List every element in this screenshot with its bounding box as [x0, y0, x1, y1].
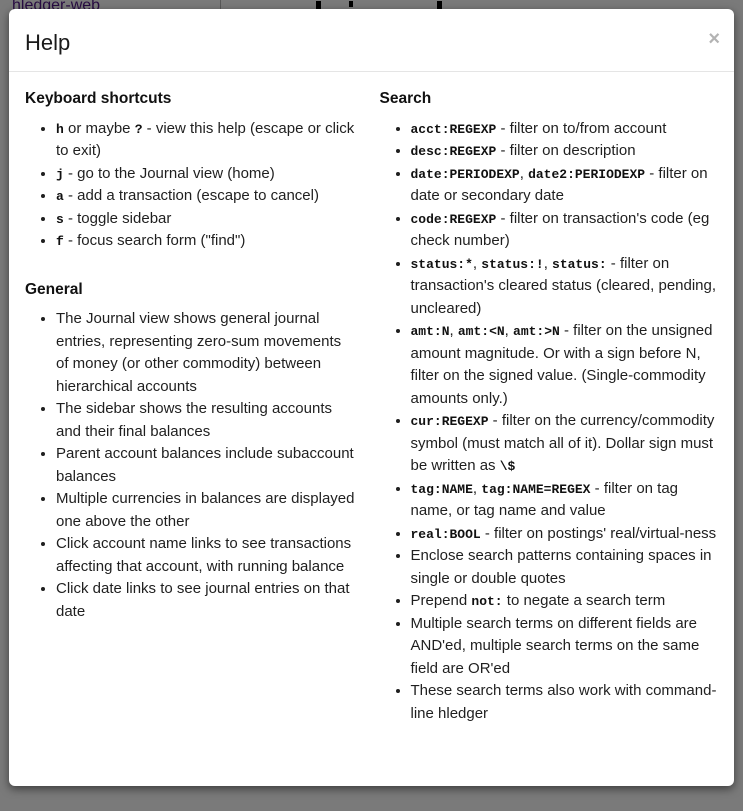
code-term: a	[56, 189, 64, 205]
code-term: desc:REGEXP	[410, 144, 497, 160]
list-item: • date:PERIODEXP, date2:PERIODEXP - filter on date or secondary date	[411, 163, 719, 208]
code-term: ?	[134, 121, 143, 137]
list-item: • Enclose search patterns containing spaces in single or double quotes	[411, 545, 719, 590]
list-item: • Multiple currencies in balances are displayed one above the other	[56, 488, 356, 533]
list-item: • tag:NAME, tag:NAME=REGEX - filter on tag name, or tag name and value	[411, 478, 719, 523]
list-item: • The Journal view shows general journal entries, representing zero-sum movements of money (or other commodity) between hierarchical accounts	[56, 308, 356, 398]
code-term: tag:NAME	[410, 481, 473, 497]
list-item: • status:*, status:!, status: - filter on transaction's cleared status (cleared, pending, uncleared)	[411, 253, 719, 321]
list-item: • a - add a transaction (escape to cancel)	[56, 185, 356, 208]
list-item: • real:BOOL - filter on postings' real/virtual-ness	[411, 523, 719, 546]
list-item: • Prepend not: to negate a search term	[411, 590, 719, 613]
help-column-right	[372, 88, 719, 725]
code-term: j	[56, 166, 64, 182]
list-item: • Parent account balances include subaccount balances	[56, 443, 356, 488]
code-term: not:	[471, 594, 503, 610]
list-item: • desc:REGEXP - filter on description	[411, 140, 719, 163]
code-term: cur:REGEXP	[410, 414, 489, 430]
help-list	[380, 118, 719, 726]
list-item: • code:REGEXP - filter on transaction's code (eg check number)	[411, 208, 719, 253]
code-term: f	[56, 234, 64, 250]
section-heading: Search	[379, 90, 432, 107]
list-item: • amt:N, amt:<N, amt:>N - filter on the unsigned amount magnitude. Or with a sign before N, filter on the signed value. (Single-commodity amounts only.)	[411, 320, 719, 410]
help-list	[25, 118, 356, 253]
code-term: real:BOOL	[410, 526, 481, 542]
list-item: • acct:REGEXP - filter on to/from account	[411, 118, 719, 141]
code-term: date2:PERIODEXP	[528, 166, 646, 182]
list-item: • s - toggle sidebar	[56, 208, 356, 231]
modal-header	[9, 9, 734, 72]
list-item: • f - focus search form ("find")	[56, 230, 356, 253]
list-item: • The sidebar shows the resulting accounts and their final balances	[56, 398, 356, 443]
code-term: status:*	[410, 256, 473, 272]
code-term: h	[56, 121, 64, 137]
list-item: • j - go to the Journal view (home)	[56, 163, 356, 186]
help-list	[25, 308, 356, 623]
help-modal	[9, 9, 734, 786]
close-icon[interactable]: ×	[708, 28, 720, 50]
modal-title: Help	[25, 30, 71, 55]
code-term: tag:NAME=REGEX	[481, 481, 591, 497]
code-term: code:REGEXP	[410, 211, 497, 227]
code-term: amt:N	[410, 324, 450, 340]
code-term: s	[56, 211, 64, 227]
list-item: • Click account name links to see transactions affecting that account, with running balance	[56, 533, 356, 578]
list-item: • Click date links to see journal entries on that date	[56, 578, 356, 623]
code-term: status:	[552, 256, 607, 272]
code-term: date:PERIODEXP	[410, 166, 520, 182]
code-term: \$	[499, 459, 516, 475]
help-column-left	[25, 88, 372, 725]
list-item: • These search terms also work with command-line hledger	[411, 680, 719, 725]
list-item: • Multiple search terms on different fields are AND'ed, multiple search terms on the same field are OR'ed	[411, 613, 719, 681]
modal-body	[9, 72, 734, 737]
list-item: • h or maybe ? - view this help (escape or click to exit)	[56, 118, 356, 163]
code-term: acct:REGEXP	[410, 121, 497, 137]
section-heading: Keyboard shortcuts	[25, 90, 172, 107]
list-item: • cur:REGEXP - filter on the currency/commodity symbol (must match all of it). Dollar sign must be written as \$	[411, 410, 719, 478]
code-term: amt:>N	[513, 324, 560, 340]
code-term: amt:<N	[457, 324, 505, 340]
code-term: status:!	[481, 256, 544, 272]
section-heading: General	[25, 280, 83, 298]
